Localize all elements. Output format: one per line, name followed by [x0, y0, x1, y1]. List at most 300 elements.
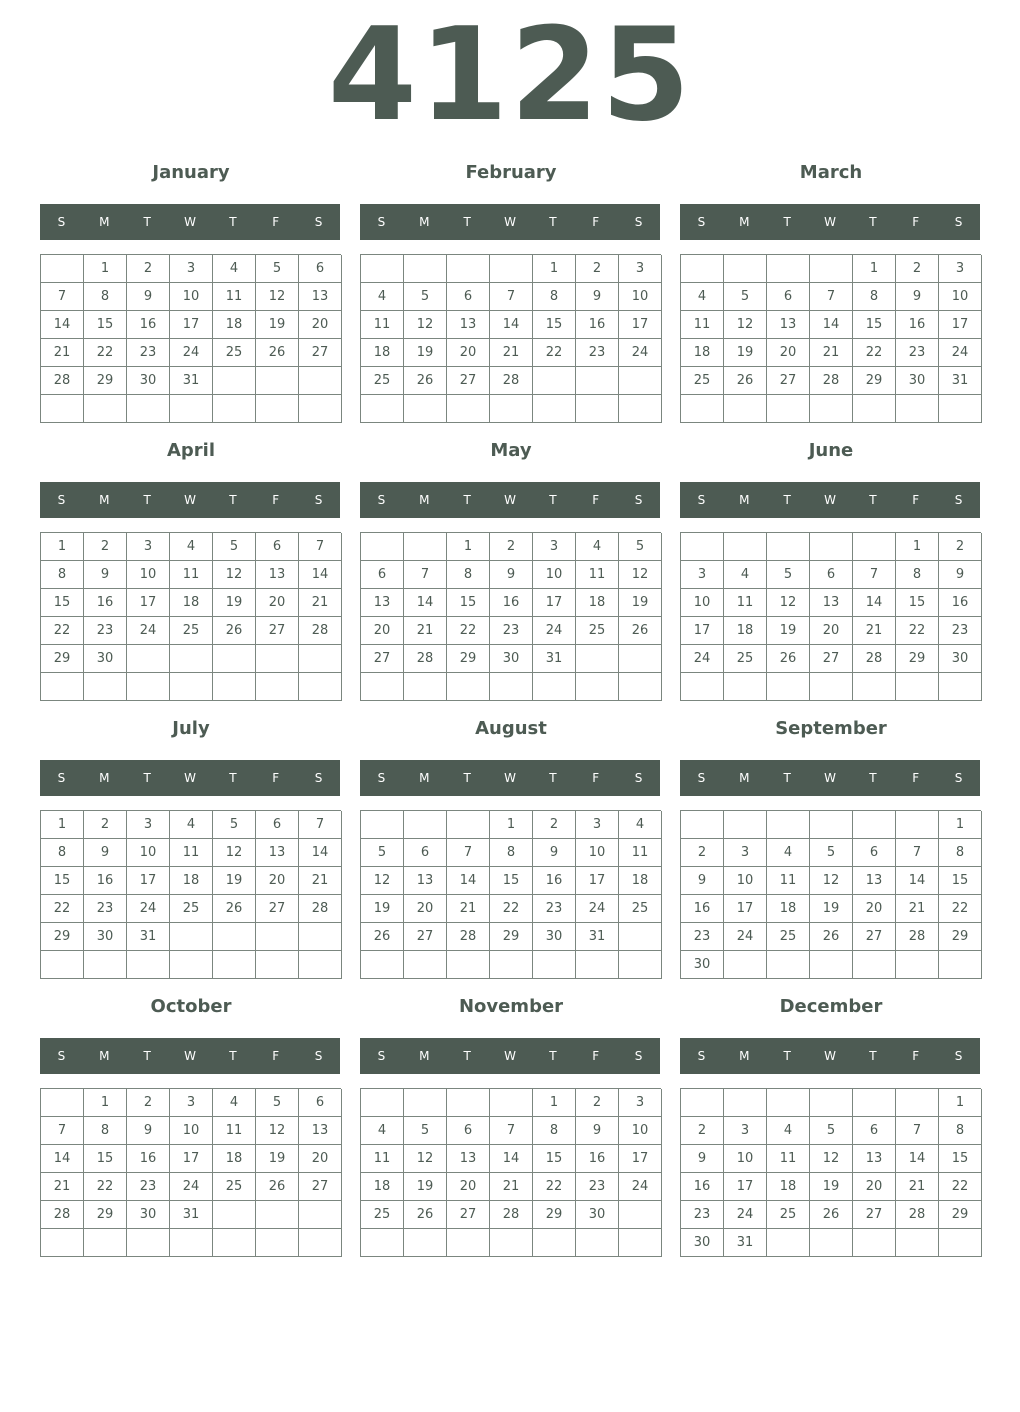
weekday-label: T — [783, 215, 791, 229]
day-cell: 21 — [41, 1173, 84, 1201]
empty-day-cell — [681, 1089, 724, 1117]
day-cell: 11 — [170, 839, 213, 867]
weekday-label: F — [912, 771, 920, 785]
day-cell: 5 — [404, 283, 447, 311]
weekday-label: W — [184, 215, 196, 229]
empty-day-cell — [490, 673, 533, 701]
empty-day-cell — [767, 1089, 810, 1117]
empty-day-cell — [404, 255, 447, 283]
weekday-label: T — [783, 771, 791, 785]
day-cell: 13 — [299, 1117, 342, 1145]
empty-day-cell — [619, 1229, 662, 1257]
day-cell: 1 — [41, 533, 84, 561]
empty-day-cell — [447, 395, 490, 423]
empty-day-cell — [41, 673, 84, 701]
day-cell: 4 — [767, 1117, 810, 1145]
day-cell: 7 — [490, 1117, 533, 1145]
day-cell: 8 — [84, 283, 127, 311]
day-cell: 8 — [939, 839, 982, 867]
day-cell: 14 — [299, 839, 342, 867]
day-cell: 13 — [299, 283, 342, 311]
day-grid — [40, 532, 341, 701]
day-cell: 11 — [681, 311, 724, 339]
weekday-header — [40, 760, 340, 796]
month-name: June — [808, 440, 854, 461]
day-cell: 24 — [724, 923, 767, 951]
day-cell: 12 — [619, 561, 662, 589]
month-name: December — [779, 996, 883, 1017]
empty-day-cell — [299, 951, 342, 979]
day-cell: 23 — [127, 1173, 170, 1201]
day-cell: 23 — [939, 617, 982, 645]
day-cell: 30 — [576, 1201, 619, 1229]
day-cell: 17 — [127, 867, 170, 895]
day-cell: 7 — [299, 811, 342, 839]
empty-day-cell — [810, 255, 853, 283]
day-cell: 13 — [256, 839, 299, 867]
day-cell: 14 — [896, 1145, 939, 1173]
day-cell: 12 — [256, 283, 299, 311]
empty-day-cell — [84, 1229, 127, 1257]
day-cell: 12 — [213, 839, 256, 867]
empty-day-cell — [490, 1089, 533, 1117]
day-cell: 5 — [213, 811, 256, 839]
empty-day-cell — [404, 395, 447, 423]
weekday-label: S — [634, 493, 643, 507]
day-cell: 27 — [299, 339, 342, 367]
day-cell: 2 — [576, 255, 619, 283]
day-cell: 9 — [84, 561, 127, 589]
day-cell: 26 — [213, 895, 256, 923]
day-cell: 5 — [361, 839, 404, 867]
empty-day-cell — [299, 645, 342, 673]
empty-day-cell — [213, 645, 256, 673]
day-cell: 15 — [490, 867, 533, 895]
day-grid — [360, 810, 661, 979]
day-cell: 20 — [256, 589, 299, 617]
empty-day-cell — [619, 673, 662, 701]
day-cell: 26 — [404, 367, 447, 395]
day-cell: 27 — [853, 1201, 896, 1229]
empty-day-cell — [361, 811, 404, 839]
day-cell: 25 — [213, 339, 256, 367]
weekday-label: W — [504, 493, 516, 507]
empty-day-cell — [41, 1229, 84, 1257]
day-cell: 22 — [447, 617, 490, 645]
empty-day-cell — [853, 673, 896, 701]
weekday-label: M — [739, 1049, 750, 1063]
day-cell: 13 — [256, 561, 299, 589]
day-cell: 3 — [170, 1089, 213, 1117]
empty-day-cell — [127, 951, 170, 979]
empty-day-cell — [404, 951, 447, 979]
day-cell: 22 — [853, 339, 896, 367]
weekday-label: M — [419, 493, 430, 507]
day-cell: 14 — [447, 867, 490, 895]
empty-day-cell — [681, 395, 724, 423]
day-cell: 4 — [681, 283, 724, 311]
empty-day-cell — [170, 645, 213, 673]
empty-day-cell — [619, 367, 662, 395]
weekday-label: F — [592, 493, 600, 507]
day-cell: 26 — [724, 367, 767, 395]
weekday-header — [360, 204, 660, 240]
day-cell: 22 — [41, 617, 84, 645]
day-cell: 21 — [490, 339, 533, 367]
empty-day-cell — [213, 367, 256, 395]
day-cell: 9 — [576, 283, 619, 311]
day-cell: 6 — [404, 839, 447, 867]
empty-day-cell — [361, 1229, 404, 1257]
day-cell: 5 — [256, 255, 299, 283]
weekday-label: S — [697, 215, 706, 229]
day-cell: 25 — [681, 367, 724, 395]
empty-day-cell — [853, 533, 896, 561]
empty-day-cell — [256, 923, 299, 951]
day-cell: 11 — [213, 1117, 256, 1145]
day-cell: 2 — [681, 1117, 724, 1145]
day-cell: 2 — [681, 839, 724, 867]
day-cell: 23 — [576, 339, 619, 367]
day-cell: 1 — [41, 811, 84, 839]
day-cell: 14 — [299, 561, 342, 589]
empty-day-cell — [84, 673, 127, 701]
empty-day-cell — [361, 255, 404, 283]
weekday-label: T — [783, 1049, 791, 1063]
day-cell: 30 — [681, 1229, 724, 1257]
day-cell: 4 — [361, 283, 404, 311]
day-cell: 29 — [41, 645, 84, 673]
day-cell: 13 — [810, 589, 853, 617]
day-cell: 20 — [810, 617, 853, 645]
day-cell: 14 — [853, 589, 896, 617]
weekday-header — [40, 204, 340, 240]
weekday-label: T — [549, 493, 557, 507]
day-cell: 22 — [533, 1173, 576, 1201]
day-cell: 17 — [619, 1145, 662, 1173]
day-cell: 16 — [533, 867, 576, 895]
day-cell: 7 — [41, 283, 84, 311]
day-cell: 26 — [256, 339, 299, 367]
day-grid — [680, 254, 981, 423]
day-cell: 26 — [810, 1201, 853, 1229]
empty-day-cell — [619, 923, 662, 951]
day-cell: 29 — [84, 1201, 127, 1229]
empty-day-cell — [361, 1089, 404, 1117]
weekday-label: F — [912, 215, 920, 229]
empty-day-cell — [853, 811, 896, 839]
day-cell: 1 — [490, 811, 533, 839]
day-cell: 28 — [896, 923, 939, 951]
empty-day-cell — [619, 395, 662, 423]
day-cell: 24 — [170, 1173, 213, 1201]
day-cell: 15 — [533, 1145, 576, 1173]
weekday-label: T — [869, 771, 877, 785]
empty-day-cell — [256, 673, 299, 701]
day-cell: 24 — [939, 339, 982, 367]
day-cell: 28 — [447, 923, 490, 951]
empty-day-cell — [490, 951, 533, 979]
empty-day-cell — [767, 951, 810, 979]
day-cell: 19 — [724, 339, 767, 367]
empty-day-cell — [810, 533, 853, 561]
day-cell: 19 — [213, 867, 256, 895]
day-cell: 24 — [619, 339, 662, 367]
day-cell: 17 — [724, 895, 767, 923]
day-cell: 11 — [361, 311, 404, 339]
day-cell: 1 — [939, 1089, 982, 1117]
day-cell: 7 — [299, 533, 342, 561]
day-cell: 8 — [447, 561, 490, 589]
empty-day-cell — [724, 533, 767, 561]
day-cell: 16 — [939, 589, 982, 617]
empty-day-cell — [724, 255, 767, 283]
day-cell: 13 — [767, 311, 810, 339]
weekday-label: M — [419, 1049, 430, 1063]
day-cell: 12 — [213, 561, 256, 589]
weekday-label: W — [824, 215, 836, 229]
empty-day-cell — [896, 811, 939, 839]
day-cell: 12 — [361, 867, 404, 895]
day-cell: 20 — [767, 339, 810, 367]
empty-day-cell — [361, 951, 404, 979]
empty-day-cell — [361, 533, 404, 561]
weekday-label: S — [954, 771, 963, 785]
day-cell: 27 — [853, 923, 896, 951]
day-cell: 1 — [853, 255, 896, 283]
day-cell: 30 — [533, 923, 576, 951]
day-cell: 26 — [213, 617, 256, 645]
day-cell: 6 — [256, 533, 299, 561]
weekday-label: S — [57, 215, 66, 229]
weekday-label: T — [549, 215, 557, 229]
day-cell: 15 — [533, 311, 576, 339]
day-cell: 23 — [84, 617, 127, 645]
day-cell: 15 — [41, 589, 84, 617]
empty-day-cell — [619, 1201, 662, 1229]
day-cell: 4 — [619, 811, 662, 839]
day-cell: 16 — [127, 311, 170, 339]
day-cell: 2 — [84, 811, 127, 839]
weekday-header — [680, 1038, 980, 1074]
empty-day-cell — [170, 923, 213, 951]
day-cell: 1 — [84, 255, 127, 283]
day-cell: 14 — [490, 311, 533, 339]
weekday-label: S — [634, 1049, 643, 1063]
day-cell: 11 — [767, 867, 810, 895]
day-cell: 4 — [170, 811, 213, 839]
day-cell: 27 — [256, 895, 299, 923]
day-cell: 7 — [404, 561, 447, 589]
day-cell: 5 — [810, 1117, 853, 1145]
day-grid — [680, 1088, 981, 1257]
day-cell: 3 — [724, 1117, 767, 1145]
empty-day-cell — [810, 951, 853, 979]
month-name: July — [172, 718, 210, 739]
empty-day-cell — [84, 951, 127, 979]
day-cell: 19 — [810, 895, 853, 923]
day-cell: 5 — [404, 1117, 447, 1145]
empty-day-cell — [213, 951, 256, 979]
empty-day-cell — [681, 533, 724, 561]
day-cell: 6 — [299, 255, 342, 283]
weekday-label: W — [184, 1049, 196, 1063]
empty-day-cell — [127, 645, 170, 673]
weekday-label: T — [869, 215, 877, 229]
day-cell: 22 — [896, 617, 939, 645]
day-cell: 29 — [41, 923, 84, 951]
weekday-label: M — [739, 771, 750, 785]
empty-day-cell — [939, 1229, 982, 1257]
empty-day-cell — [170, 673, 213, 701]
weekday-label: T — [143, 493, 151, 507]
day-grid — [40, 1088, 341, 1257]
day-cell: 10 — [939, 283, 982, 311]
weekday-label: S — [314, 1049, 323, 1063]
day-cell: 11 — [619, 839, 662, 867]
empty-day-cell — [256, 645, 299, 673]
month-name: May — [490, 440, 532, 461]
day-cell: 16 — [84, 589, 127, 617]
day-cell: 23 — [681, 1201, 724, 1229]
empty-day-cell — [939, 951, 982, 979]
day-cell: 2 — [576, 1089, 619, 1117]
day-cell: 4 — [767, 839, 810, 867]
day-cell: 28 — [41, 1201, 84, 1229]
weekday-label: T — [229, 215, 237, 229]
day-cell: 10 — [681, 589, 724, 617]
day-cell: 23 — [533, 895, 576, 923]
weekday-label: T — [463, 1049, 471, 1063]
empty-day-cell — [810, 1089, 853, 1117]
weekday-label: M — [419, 215, 430, 229]
weekday-label: T — [143, 771, 151, 785]
weekday-label: F — [272, 771, 280, 785]
day-cell: 18 — [213, 311, 256, 339]
weekday-label: S — [57, 493, 66, 507]
day-cell: 25 — [767, 1201, 810, 1229]
day-cell: 21 — [447, 895, 490, 923]
day-cell: 11 — [767, 1145, 810, 1173]
weekday-label: S — [954, 493, 963, 507]
day-cell: 31 — [127, 923, 170, 951]
empty-day-cell — [939, 673, 982, 701]
day-cell: 7 — [490, 283, 533, 311]
day-cell: 9 — [533, 839, 576, 867]
day-cell: 29 — [490, 923, 533, 951]
day-cell: 7 — [41, 1117, 84, 1145]
day-cell: 20 — [447, 339, 490, 367]
empty-day-cell — [767, 395, 810, 423]
day-cell: 13 — [447, 1145, 490, 1173]
day-cell: 4 — [213, 1089, 256, 1117]
day-cell: 1 — [533, 1089, 576, 1117]
month-name: September — [775, 718, 887, 739]
empty-day-cell — [404, 1089, 447, 1117]
day-cell: 28 — [490, 1201, 533, 1229]
day-cell: 14 — [490, 1145, 533, 1173]
empty-day-cell — [404, 673, 447, 701]
day-cell: 4 — [724, 561, 767, 589]
weekday-label: S — [377, 771, 386, 785]
day-grid — [40, 254, 341, 423]
day-cell: 20 — [447, 1173, 490, 1201]
day-cell: 20 — [299, 311, 342, 339]
day-cell: 27 — [404, 923, 447, 951]
day-cell: 12 — [767, 589, 810, 617]
day-cell: 27 — [447, 367, 490, 395]
day-cell: 29 — [84, 367, 127, 395]
weekday-label: M — [739, 215, 750, 229]
month-name: November — [458, 996, 564, 1017]
empty-day-cell — [853, 395, 896, 423]
day-cell: 6 — [361, 561, 404, 589]
weekday-label: T — [143, 1049, 151, 1063]
day-cell: 3 — [127, 533, 170, 561]
day-cell: 8 — [84, 1117, 127, 1145]
day-cell: 7 — [447, 839, 490, 867]
day-cell: 31 — [576, 923, 619, 951]
month-name: April — [166, 440, 216, 461]
empty-day-cell — [299, 395, 342, 423]
empty-day-cell — [767, 1229, 810, 1257]
day-cell: 10 — [127, 839, 170, 867]
empty-day-cell — [681, 811, 724, 839]
weekday-label: M — [99, 215, 110, 229]
day-cell: 24 — [619, 1173, 662, 1201]
day-cell: 18 — [724, 617, 767, 645]
empty-day-cell — [533, 673, 576, 701]
empty-day-cell — [576, 951, 619, 979]
empty-day-cell — [896, 395, 939, 423]
year-title: 4125 — [327, 1, 693, 150]
empty-day-cell — [299, 367, 342, 395]
day-cell: 3 — [724, 839, 767, 867]
day-cell: 10 — [724, 1145, 767, 1173]
day-cell: 19 — [404, 339, 447, 367]
day-cell: 21 — [896, 895, 939, 923]
day-cell: 14 — [404, 589, 447, 617]
day-cell: 17 — [170, 1145, 213, 1173]
empty-day-cell — [533, 1229, 576, 1257]
day-cell: 26 — [810, 923, 853, 951]
empty-day-cell — [299, 1229, 342, 1257]
day-cell: 26 — [404, 1201, 447, 1229]
day-cell: 2 — [939, 533, 982, 561]
day-cell: 6 — [810, 561, 853, 589]
day-cell: 7 — [810, 283, 853, 311]
day-cell: 2 — [533, 811, 576, 839]
day-cell: 12 — [810, 867, 853, 895]
day-cell: 23 — [576, 1173, 619, 1201]
day-cell: 13 — [447, 311, 490, 339]
day-cell: 14 — [810, 311, 853, 339]
weekday-label: S — [954, 1049, 963, 1063]
month-name: March — [799, 162, 863, 183]
day-cell: 18 — [361, 1173, 404, 1201]
weekday-label: S — [377, 215, 386, 229]
day-cell: 12 — [256, 1117, 299, 1145]
day-cell: 24 — [681, 645, 724, 673]
day-cell: 3 — [170, 255, 213, 283]
empty-day-cell — [256, 1229, 299, 1257]
day-cell: 12 — [810, 1145, 853, 1173]
day-cell: 27 — [256, 617, 299, 645]
empty-day-cell — [490, 255, 533, 283]
day-cell: 17 — [127, 589, 170, 617]
day-cell: 25 — [213, 1173, 256, 1201]
day-cell: 15 — [939, 1145, 982, 1173]
